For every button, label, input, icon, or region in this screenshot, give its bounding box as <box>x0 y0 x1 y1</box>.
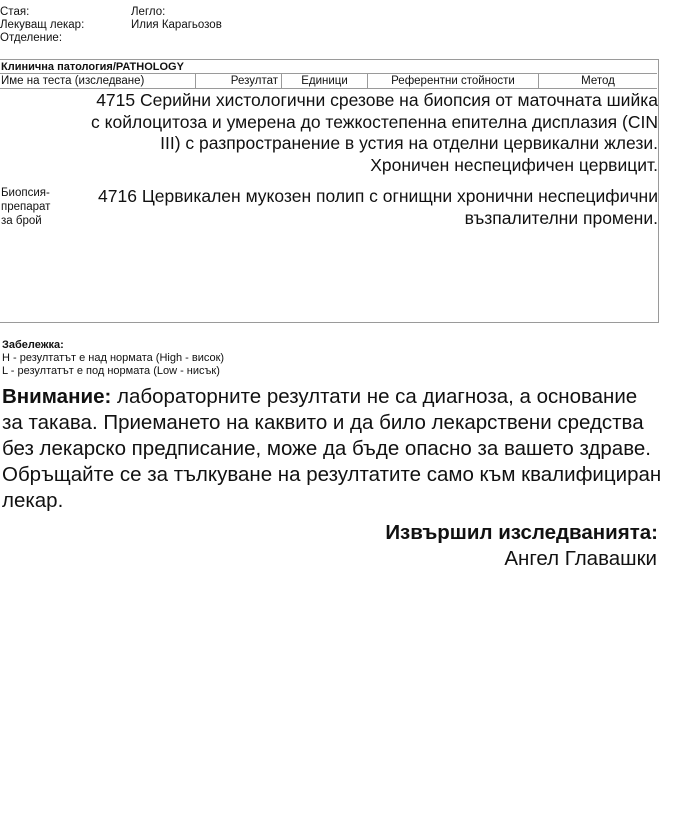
column-header-reference: Референтни стойности <box>368 74 539 89</box>
performed-by-label: Извършил изследванията: <box>385 521 658 544</box>
warning-text: лабораторните резултати не са диагноза, а основание за такава. Приемането на каквито и да било лекарствени средства без лекарско предписание, може да бъде опасно за вашето здраве. Обръщайте се за тълкуване на резултатите само към квалифициран лекар. <box>2 385 662 512</box>
specimen-label-line: за брой <box>1 215 42 227</box>
column-header-units: Единици <box>282 74 368 89</box>
note-low: L - резултатът е под нормата (Low - нисък) <box>2 365 220 377</box>
warning-paragraph <box>2 384 662 514</box>
results-table <box>0 59 659 323</box>
result-line: възпалителни промени. <box>464 207 658 228</box>
doctor-label: Лекуващ лекар: <box>0 19 85 31</box>
result-4715 <box>91 90 658 176</box>
doctor-value: Илия Карагьозов <box>131 19 222 31</box>
specimen-label-line: препарат <box>1 201 51 213</box>
room-label: Стая: <box>0 6 30 18</box>
result-line: 4716 Цервикален мукозен полип с огнищни хронични неспецифични <box>98 186 658 206</box>
result-line: Хроничен неспецифичен цервицит. <box>370 154 658 175</box>
result-line: 4715 Серийни хистологични срезове на биопсия от маточната шийка <box>96 90 658 110</box>
department-label: Отделение: <box>0 32 63 44</box>
specimen-label <box>1 186 50 228</box>
column-header-result: Резултат <box>196 74 282 89</box>
result-4716 <box>98 186 658 229</box>
column-header-method: Метод <box>539 74 657 89</box>
note-high: H - резултатът е над нормата (High - висок) <box>2 352 225 364</box>
result-line: III) с разпространение в устия на отделни цервикални жлези. <box>160 133 658 153</box>
performed-by-name: Ангел Главашки <box>504 547 657 570</box>
bed-label: Легло: <box>131 6 166 18</box>
warning-label: Внимание: <box>2 385 112 408</box>
section-title: Клинична патология/PATHOLOGY <box>0 60 657 74</box>
specimen-label-line: Биопсия- <box>1 187 50 199</box>
column-header-test: Име на теста (изследване) <box>0 74 196 89</box>
note-title: Забележка: <box>2 339 64 351</box>
result-line: с койлоцитоза и умерена до тежкостепенна епителна дисплазия (CIN <box>91 111 658 132</box>
